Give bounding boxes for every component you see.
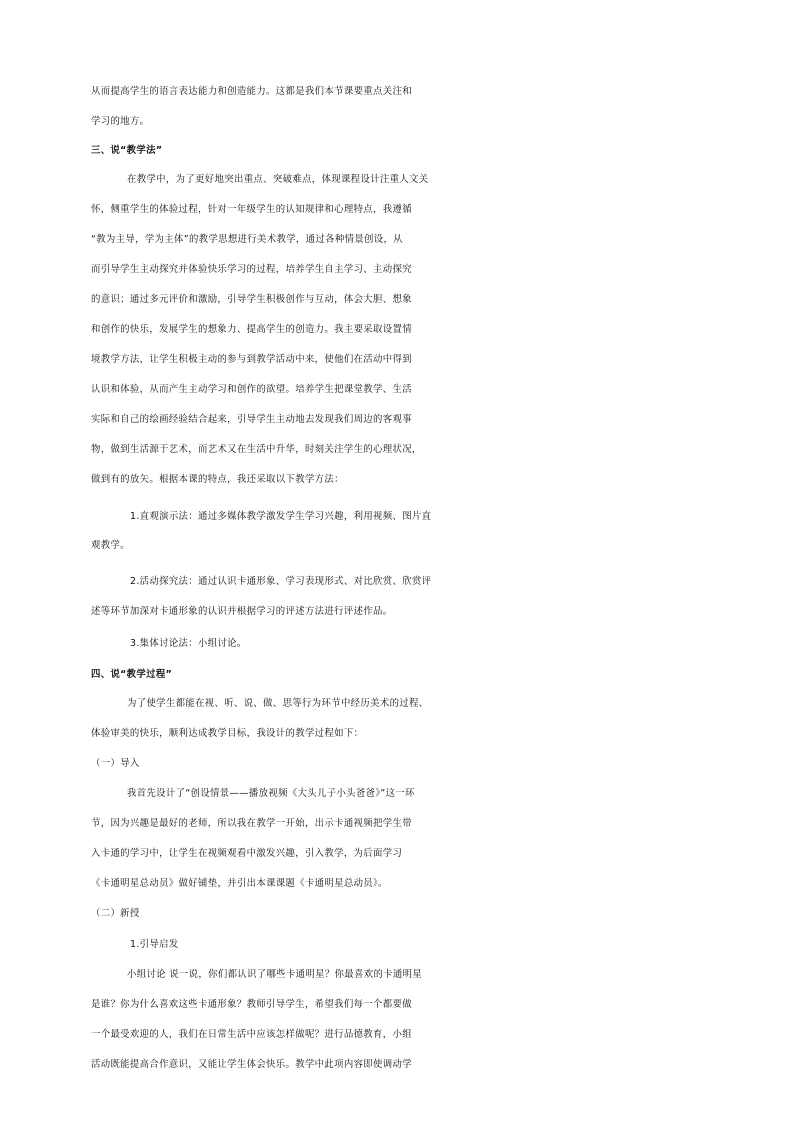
text-line: 和创作的快乐，发展学生的想象力、提高学生的创造力。我主要采取设置情 — [91, 324, 412, 335]
text-line: 活动既能提高合作意识，又能让学生体会快乐。教学中此项内容即使调动学 — [91, 1059, 412, 1070]
text-line: 节，因为兴趣是最好的老师，所以我在教学一开始，出示卡通视频把学生带 — [91, 818, 412, 829]
text-line: 认识和体验，从而产生主动学习和创作的欲望。培养学生把课堂教学、生活 — [91, 384, 412, 395]
text-line: 为了使学生都能在视、听、说、做、思等行为环节中经历美术的过程、 — [127, 698, 429, 709]
text-line: 2.活动探究法：通过认识卡通形象、学习表现形式、对比欣赏、欣赏评 — [130, 576, 432, 587]
text-line: 《卡通明星总动员》做好铺垫，并引出本课课题《卡通明星总动员》。 — [91, 878, 388, 889]
text-line: 从而提高学生的语言表达能力和创造能力。这都是我们本节课要重点关注和 — [91, 86, 412, 97]
text-line: “教为主导，学为主体”的教学思想进行美术教学，通过各种情景创设，从 — [91, 234, 403, 245]
subsection-heading: （一）导入 — [91, 758, 140, 769]
text-line: 1.直观演示法：通过多媒体教学激发学生学习兴趣，利用视频、图片直 — [130, 511, 432, 522]
subsection-heading: （二）新授 — [91, 908, 140, 919]
text-line: 是谁？你为什么喜欢这些卡通形象？教师引导学生，希望我们每一个都要做 — [91, 999, 412, 1010]
text-line: 的意识；通过多元评价和激励，引导学生积极创作与互动，体会大胆、想象 — [91, 294, 412, 305]
text-line: 境教学方法，让学生积极主动的参与到教学活动中来，使他们在活动中得到 — [91, 354, 412, 365]
text-line: 述等环节加深对卡通形象的认识并根据学习的评述方法进行评述作品。 — [91, 606, 393, 617]
text-line: 1.引导启发 — [130, 939, 179, 950]
text-line: 体验审美的快乐，顺利达成教学目标，我设计的教学过程如下： — [91, 728, 364, 739]
section-heading: 三、说“教学法” — [91, 145, 163, 156]
text-line: 在教学中，为了更好地突出重点、突破难点，体现课程设计注重人文关 — [127, 174, 429, 185]
text-line: 而引导学生主动探究并体验快乐学习的过程，培养学生自主学习、主动探究 — [91, 264, 412, 275]
text-line: 我首先设计了“创设情景——播放视频《大头儿子小头爸爸》”这一环 — [127, 788, 415, 799]
text-line: 学习的地方。 — [91, 116, 150, 127]
text-line: 入卡通的学习中，让学生在视频观看中激发兴趣，引入教学，为后面学习 — [91, 848, 403, 859]
text-line: 实际和自己的绘画经验结合起来，引导学生主动地去发现我们周边的客观事 — [91, 414, 412, 425]
text-line: 做到有的放矢。根据本课的特点，我还采取以下教学方法： — [91, 474, 344, 485]
text-line: 一个最受欢迎的人，我们在日常生活中应该怎样做呢？进行品德教育，小组 — [91, 1029, 412, 1040]
section-heading: 四、说“教学过程” — [91, 669, 173, 680]
text-line: 物，做到生活源于艺术，而艺术又在生活中升华，时刻关注学生的心理状况， — [91, 444, 422, 455]
text-line: 怀，侧重学生的体验过程，针对一年级学生的认知规律和心理特点，我遵循 — [91, 204, 412, 215]
text-line: 3.集体讨论法：小组讨论。 — [130, 638, 247, 649]
text-line: 观教学。 — [91, 540, 130, 551]
text-line: 小组讨论 说一说，你们都认识了哪些卡通明星？你最喜欢的卡通明星 — [127, 969, 423, 980]
